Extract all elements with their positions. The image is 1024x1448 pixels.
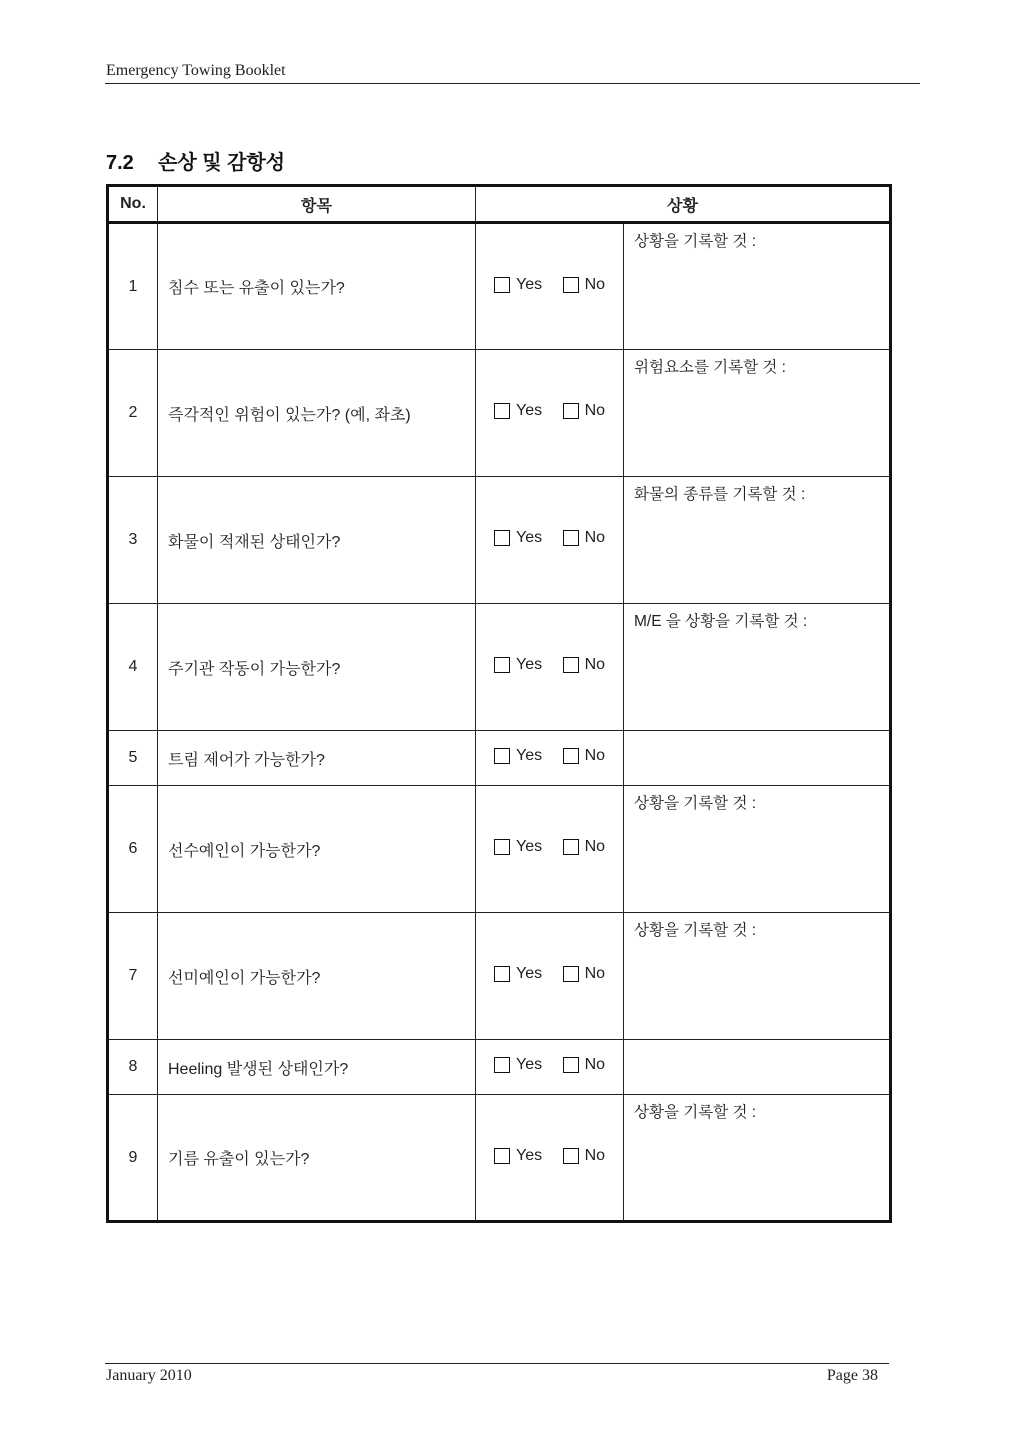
- damage-checklist-table: [106, 184, 892, 1223]
- header-item: 항목: [158, 186, 476, 223]
- table-row: [108, 350, 891, 477]
- yes-label: Yes: [516, 656, 543, 673]
- row-note: 화물의 종류를 기록할 것 :: [624, 477, 891, 604]
- yes-checkbox[interactable]: [494, 1056, 542, 1074]
- row-number: 5: [108, 731, 158, 786]
- row-question: 선미예인이 가능한가?: [158, 913, 476, 1040]
- no-label: No: [584, 965, 606, 982]
- checkbox-square-icon: [563, 530, 579, 546]
- yes-no-cell: [476, 731, 624, 786]
- checkbox-square-icon: [563, 657, 579, 673]
- yes-no-cell: [476, 913, 624, 1040]
- row-note: M/E 을 상황을 기록할 것 :: [624, 604, 891, 731]
- checkbox-square-icon: [494, 748, 510, 764]
- header-status: 상황: [476, 186, 891, 223]
- checkbox-square-icon: [563, 403, 579, 419]
- no-checkbox[interactable]: [563, 965, 605, 983]
- yes-label: Yes: [516, 1146, 543, 1164]
- yes-label: Yes: [516, 402, 543, 419]
- row-question: 즉각적인 위험이 있는가? (예, 좌초): [158, 350, 476, 477]
- table-row: [108, 731, 891, 786]
- yes-no-cell: [476, 350, 624, 477]
- yes-label: Yes: [516, 965, 543, 982]
- yes-label: Yes: [516, 1056, 543, 1073]
- checkbox-square-icon: [494, 277, 510, 293]
- header-divider: [105, 83, 920, 84]
- no-checkbox[interactable]: [563, 1056, 605, 1074]
- row-note: 상황을 기록할 것 :: [624, 913, 891, 1040]
- yes-label: Yes: [516, 747, 543, 764]
- row-number: 8: [108, 1040, 158, 1095]
- checkbox-square-icon: [494, 530, 510, 546]
- row-note: 상황을 기록할 것 :: [624, 786, 891, 913]
- yes-checkbox[interactable]: [494, 402, 542, 420]
- checkbox-square-icon: [494, 966, 510, 982]
- row-question: 화물이 적재된 상태인가?: [158, 477, 476, 604]
- yes-checkbox[interactable]: [494, 838, 542, 856]
- row-question: 트림 제어가 가능한가?: [158, 731, 476, 786]
- checkbox-square-icon: [563, 277, 579, 293]
- no-label: No: [584, 529, 606, 546]
- no-checkbox[interactable]: [563, 656, 605, 674]
- document-header-title: Emergency Towing Booklet: [106, 62, 286, 79]
- yes-checkbox[interactable]: [494, 656, 542, 674]
- no-checkbox[interactable]: [563, 529, 605, 547]
- table-header-row: [108, 186, 891, 223]
- no-label: No: [584, 275, 606, 293]
- checkbox-square-icon: [563, 748, 579, 764]
- yes-no-cell: [476, 477, 624, 604]
- row-number: 1: [108, 223, 158, 350]
- checkbox-square-icon: [494, 403, 510, 419]
- header-no: No.: [108, 186, 158, 223]
- yes-no-cell: [476, 604, 624, 731]
- footer-date: January 2010: [106, 1367, 192, 1384]
- yes-no-cell: [476, 1095, 624, 1222]
- section-title: 손상 및 감항성: [158, 152, 286, 174]
- checkbox-square-icon: [563, 966, 579, 982]
- yes-no-cell: [476, 786, 624, 913]
- no-label: No: [584, 402, 606, 419]
- checkbox-square-icon: [494, 1057, 510, 1073]
- no-label: No: [584, 838, 606, 855]
- row-note: 상황을 기록할 것 :: [624, 1095, 891, 1222]
- checkbox-square-icon: [494, 657, 510, 673]
- no-checkbox[interactable]: [563, 402, 605, 420]
- row-note: [624, 1040, 891, 1095]
- yes-label: Yes: [516, 275, 543, 293]
- checkbox-square-icon: [563, 1148, 579, 1164]
- table-row: [108, 1095, 891, 1222]
- no-checkbox[interactable]: [563, 747, 605, 765]
- row-number: 2: [108, 350, 158, 477]
- yes-label: Yes: [516, 529, 543, 546]
- table-row: [108, 477, 891, 604]
- section-heading: [106, 146, 285, 175]
- yes-checkbox[interactable]: [494, 1147, 542, 1165]
- checkbox-square-icon: [563, 839, 579, 855]
- row-number: 4: [108, 604, 158, 731]
- table-row: [108, 223, 891, 350]
- no-checkbox[interactable]: [563, 276, 605, 294]
- row-question: 기름 유출이 있는가?: [158, 1095, 476, 1222]
- table-row: [108, 604, 891, 731]
- row-note: 상황을 기록할 것 :: [624, 223, 891, 350]
- checkbox-square-icon: [494, 839, 510, 855]
- checkbox-square-icon: [494, 1148, 510, 1164]
- yes-label: Yes: [516, 838, 543, 855]
- section-number: 7.2: [106, 152, 134, 174]
- yes-no-cell: [476, 223, 624, 350]
- yes-checkbox[interactable]: [494, 747, 542, 765]
- no-checkbox[interactable]: [563, 838, 605, 856]
- no-label: No: [584, 1146, 606, 1164]
- row-note: [624, 731, 891, 786]
- yes-checkbox[interactable]: [494, 276, 542, 294]
- no-label: No: [584, 1056, 606, 1073]
- row-question: 선수예인이 가능한가?: [158, 786, 476, 913]
- table-row: [108, 913, 891, 1040]
- row-note: 위험요소를 기록할 것 :: [624, 350, 891, 477]
- yes-no-cell: [476, 1040, 624, 1095]
- row-number: 7: [108, 913, 158, 1040]
- table-row: [108, 786, 891, 913]
- no-label: No: [584, 656, 606, 673]
- yes-checkbox[interactable]: [494, 529, 542, 547]
- row-number: 3: [108, 477, 158, 604]
- footer-page-number: Page 38: [826, 1367, 878, 1384]
- no-label: No: [584, 747, 606, 764]
- table-row: [108, 1040, 891, 1095]
- row-number: 6: [108, 786, 158, 913]
- row-question: Heeling 발생된 상태인가?: [158, 1040, 476, 1095]
- row-number: 9: [108, 1095, 158, 1222]
- checkbox-square-icon: [563, 1057, 579, 1073]
- no-checkbox[interactable]: [563, 1147, 605, 1165]
- footer-divider: [105, 1363, 889, 1364]
- yes-checkbox[interactable]: [494, 965, 542, 983]
- row-question: 주기관 작동이 가능한가?: [158, 604, 476, 731]
- row-question: 침수 또는 유출이 있는가?: [158, 223, 476, 350]
